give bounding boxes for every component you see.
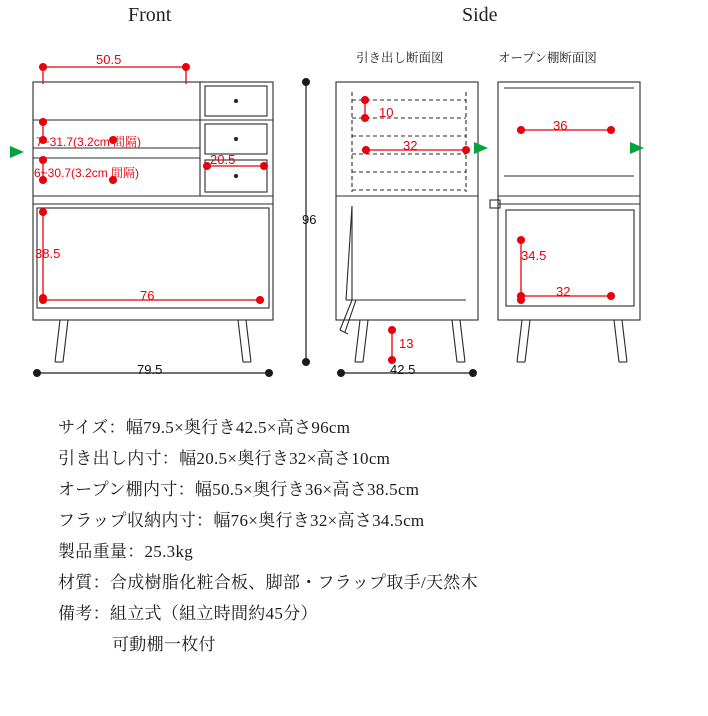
spec-item: サイズ：幅79.5×奥行き42.5×高さ96cm (58, 418, 351, 437)
dim-slot-upper: 7~31.7(3.2cm 間隔) (36, 135, 142, 149)
dim-flap-depth: 32 (556, 284, 571, 299)
spec-item: 備考：組立式（組立時間約45分） (58, 604, 318, 623)
dim-leg-height: 13 (399, 336, 414, 351)
dim-flap-width: 76 (140, 288, 155, 303)
dim-drawer-depth: 32 (403, 138, 418, 153)
dim-shelf-height: 38.5 (35, 246, 61, 261)
spec-item: オープン棚内寸：幅50.5×奥行き36×高さ38.5cm (58, 480, 420, 499)
spec-item: 材質：合成樹脂化粧合板、脚部・フラップ取手/天然木 (58, 573, 478, 592)
dim-total-width: 79.5 (137, 362, 163, 377)
spec-item: 可動棚一枚付 (112, 635, 216, 654)
dim-total-depth: 42.5 (390, 362, 416, 377)
spec-item: 製品重量：25.3kg (58, 542, 194, 561)
specification-list (0, 412, 708, 660)
open-shelf-section-label: オープン棚断面図 (498, 51, 597, 65)
dim-shelf-depth: 36 (553, 118, 568, 133)
dim-total-height: 96 (302, 212, 317, 227)
dim-drawer-height: 10 (379, 105, 394, 120)
dim-flap-height: 34.5 (521, 248, 547, 263)
dim-drawer-width: 20.5 (210, 152, 236, 167)
side-view-title: Side (462, 4, 498, 26)
dim-slot-lower: 6~30.7(3.2cm 間隔) (34, 166, 140, 180)
front-view-title: Front (128, 4, 172, 26)
spec-item: 引き出し内寸：幅20.5×奥行き32×高さ10cm (58, 449, 391, 468)
dim-top-width: 50.5 (96, 52, 122, 67)
drawer-section-label: 引き出し断面図 (356, 51, 444, 65)
spec-item: フラップ収納内寸：幅76×奥行き32×高さ34.5cm (58, 511, 425, 530)
